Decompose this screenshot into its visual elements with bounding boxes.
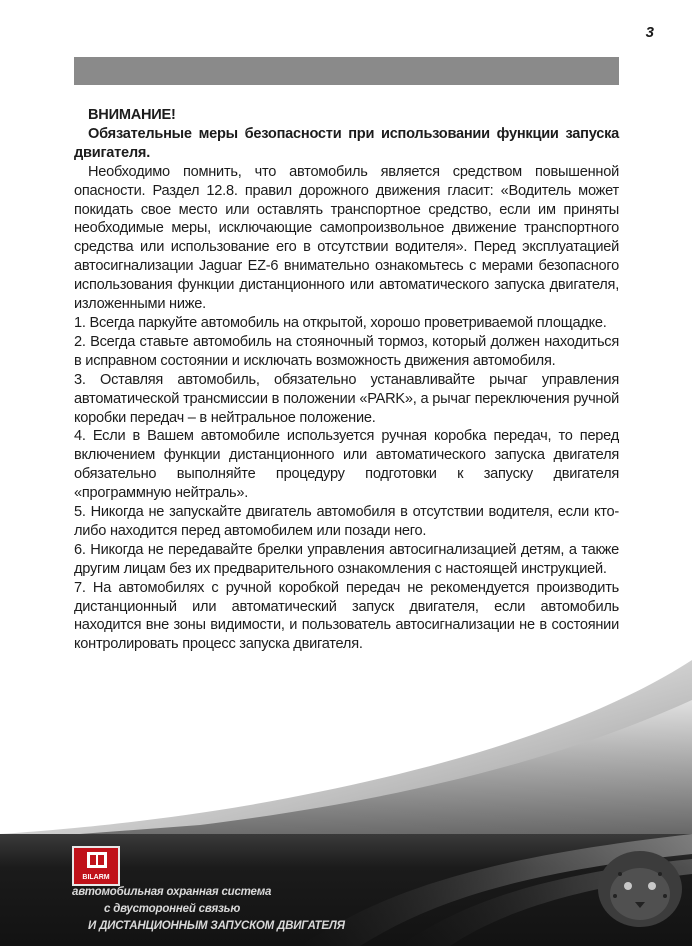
warning-title: ВНИМАНИЕ! xyxy=(88,107,176,123)
bilarm-logo xyxy=(72,846,120,886)
logo-mark-icon xyxy=(87,852,107,868)
footer-banner xyxy=(0,834,692,946)
safety-text xyxy=(74,106,619,654)
footer-tagline-2: с двусторонней связью xyxy=(104,903,241,915)
list-item: 5. Никогда не запускайте двигатель автомобиля в отсутствии водителя, если кто-либо находится перед автомобилем или позади него. xyxy=(74,504,619,539)
list-item: 2. Всегда ставьте автомобиль на стояночный тормоз, который должен находиться в исправном состоянии и исключать возможность движения автомобиля. xyxy=(74,333,619,369)
logo-text: BILARM xyxy=(82,874,110,881)
subtitle: Обязательные меры безопасности при использовании функции запуска двигателя. xyxy=(74,125,619,161)
footer-tagline-3: И ДИСТАНЦИОННЫМ ЗАПУСКОМ ДВИГАТЕЛЯ xyxy=(88,920,345,932)
list-item: 3. Оставляя автомобиль, обязательно устанавливайте рычаг управления автоматической трансмиссии в положении «PARK», а рычаг переключения ручной коробки передач – в нейтральное положение. xyxy=(74,371,619,426)
page-number: 3 xyxy=(645,24,654,41)
footer-tagline-1: автомобильная охранная система xyxy=(72,886,272,898)
intro-paragraph: Необходимо помнить, что автомобиль является средством повышенной опасности. Раздел 12.8. правил дорожного движения гласит: «Водитель может покидать свое место или оставлять транспортное средство, если им приняты необходимые меры, исключающие самопроизвольное движение транспортного средства или использование его в отсутствии водителя». Перед эксплуатацией автосигнализации Jaguar EZ-6 внимательно ознакомьтесь с мерами безопасного использования функции дистанционного или автоматического запуска двигателя, изложенными ниже. xyxy=(74,163,619,313)
header-bar xyxy=(74,57,619,85)
decorative-wave xyxy=(0,640,692,840)
leopard-icon xyxy=(585,834,692,946)
list-item: 6. Никогда не передавайте брелки управления автосигнализацией детям, а также другим лицам без их предварительного ознакомления с настоящей инструкцией. xyxy=(74,541,619,577)
list-item: 1. Всегда паркуйте автомобиль на открытой, хорошо проветриваемой площадке. xyxy=(74,314,607,331)
list-item: 7. На автомобилях с ручной коробкой передач не рекомендуется производить дистанционный или автоматический запуск двигателя, если автомобиль находится вне зоны видимости, и пользователь автосигнализации не в состоянии контролировать процесс запуска двигателя. xyxy=(74,579,619,653)
list-item: 4. Если в Вашем автомобиле используется ручная коробка передач, то перед включением функции дистанционного или автоматического запуска двигателя обязательно выполняйте процедуру подготовки к запуску двигателя «программную нейтраль». xyxy=(74,428,619,502)
